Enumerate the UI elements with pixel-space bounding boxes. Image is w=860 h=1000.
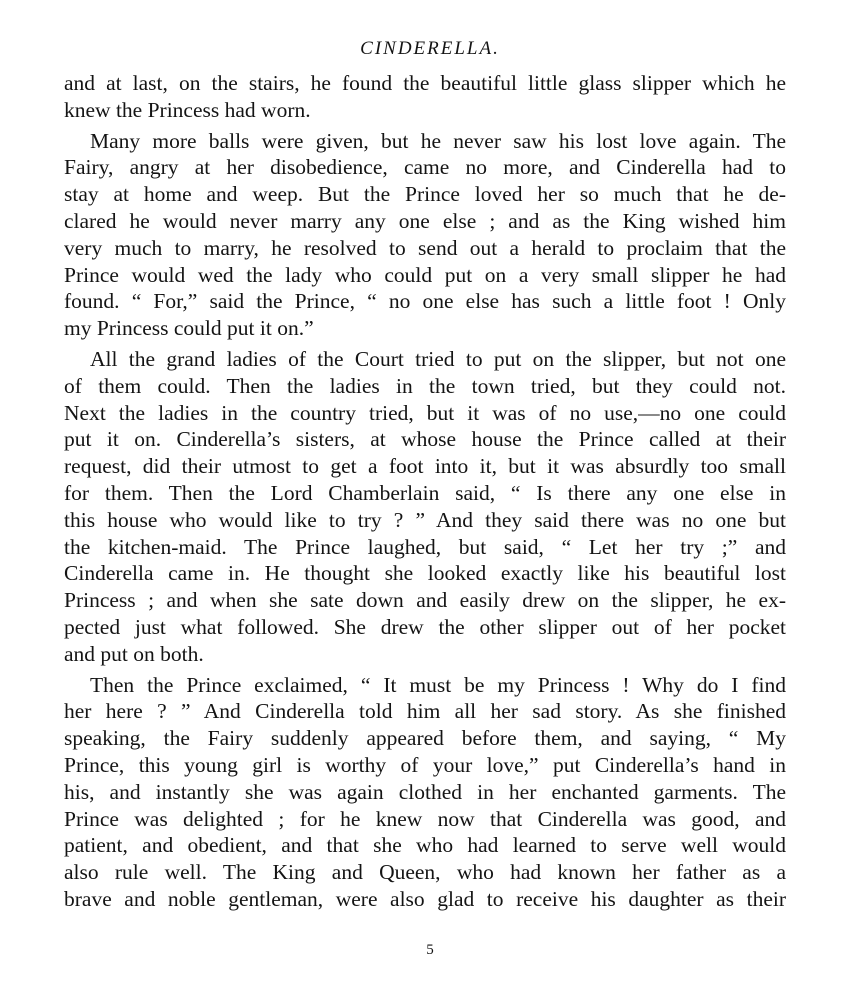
text-line: patient, and obedient, and that she who had learned to serve well would (64, 833, 786, 858)
text-line: Prince was delighted ; for he knew now that Cinderella was good, and (64, 806, 786, 831)
text-line: her here ? ” And Cinderella told him all her sad story. As she finished (64, 699, 786, 724)
text-line: Prince would wed the lady who could put on a very small slipper he had (64, 262, 786, 287)
text-line: clared he would never marry any one else ; and as the King wished him (64, 208, 786, 233)
text-line: pected just what followed. She drew the other slipper out of her pocket (64, 614, 786, 639)
text-line: very much to marry, he resolved to send out a herald to proclaim that the (64, 235, 786, 260)
text-line: of them could. Then the ladies in the town tried, but they could not. (64, 373, 786, 398)
text-line: brave and noble gentleman, were also glad to receive his daughter as their (64, 886, 786, 911)
paragraph-4 (64, 672, 786, 913)
text-line: Many more balls were given, but he never saw his lost love again. The (90, 128, 786, 153)
text-line: speaking, the Fairy suddenly appeared before them, and saying, “ My (64, 726, 786, 751)
page-number: 5 (426, 942, 434, 958)
text-line: Princess ; and when she sate down and easily drew on the slipper, he ex- (64, 588, 786, 613)
text-line: Prince, this young girl is worthy of your love,” put Cinderella’s hand in (64, 752, 786, 777)
text-line: also rule well. The King and Queen, who had known her father as a (64, 860, 786, 885)
text-line: this house who would like to try ? ” And they said there was no one but (64, 507, 786, 532)
text-line: request, did their utmost to get a foot into it, but it was absurdly too small (64, 454, 786, 479)
text-line: Then the Prince exclaimed, “ It must be my Princess ! Why do I find (90, 672, 786, 697)
text-line: my Princess could put it on.” (64, 316, 314, 341)
text-line: All the grand ladies of the Court tried to put on the slipper, but not one (90, 346, 786, 371)
text-line: put it on. Cinderella’s sisters, at whose house the Prince called at their (64, 427, 786, 452)
text-line: Next the ladies in the country tried, but it was of no use,—no one could (64, 400, 786, 425)
text-line: Fairy, angry at her disobedience, came no more, and Cinderella had to (64, 155, 786, 180)
paragraph-2 (64, 128, 786, 342)
text-line: knew the Princess had worn. (64, 97, 311, 122)
text-line: found. “ For,” said the Prince, “ no one else has such a little foot ! Only (64, 289, 786, 314)
text-line: Cinderella came in. He thought she looked exactly like his beautiful lost (64, 561, 786, 586)
text-line: for them. Then the Lord Chamberlain said, “ Is there any one else in (64, 480, 786, 505)
paragraph-1 (64, 70, 786, 124)
running-head: CINDERELLA. (360, 38, 500, 59)
body-text (64, 70, 786, 913)
text-line: the kitchen-maid. The Prince laughed, but said, “ Let her try ;” and (64, 534, 786, 559)
paragraph-3 (64, 346, 786, 668)
text-line: his, and instantly she was again clothed in her enchanted garments. The (64, 779, 786, 804)
text-line: and put on both. (64, 641, 204, 666)
text-line: stay at home and weep. But the Prince loved her so much that he de- (64, 182, 786, 207)
text-line: and at last, on the stairs, he found the beautiful little glass slipper which he (64, 71, 786, 95)
